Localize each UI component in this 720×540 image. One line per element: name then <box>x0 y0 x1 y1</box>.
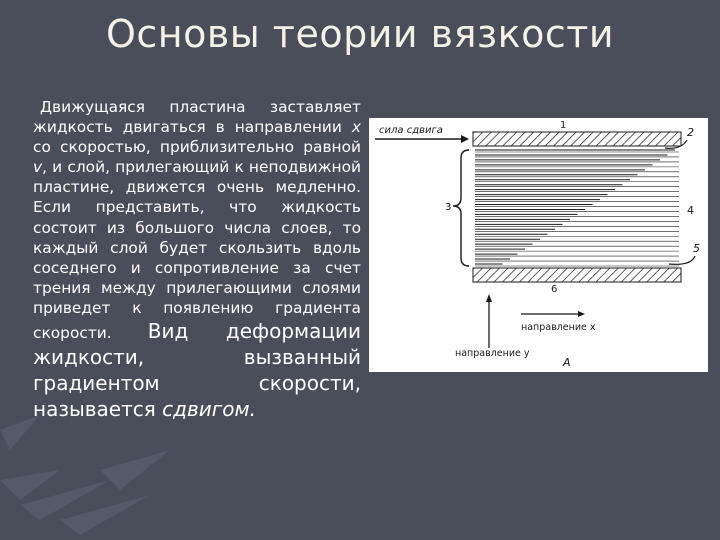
shear-diagram <box>369 118 708 372</box>
var-v: v <box>33 158 43 177</box>
direction-x-label: направление x <box>521 322 596 333</box>
fixed-plate <box>473 268 681 282</box>
figure-background <box>369 118 708 372</box>
label-1: 1 <box>560 120 567 131</box>
figure-caption: А <box>563 356 571 369</box>
var-x: x <box>351 118 361 137</box>
shear-force-label: сила сдвига <box>379 125 443 136</box>
paragraph-part-2: со скоростью, приблизительно равной <box>33 138 361 157</box>
label-5: 5 <box>693 242 700 255</box>
label-6: 6 <box>551 284 558 295</box>
label-4: 4 <box>687 204 694 217</box>
paragraph-part-1: Движущаяся пластина заставляет жидкость двигаться в направлении <box>33 98 361 137</box>
paragraph-part-4: Вид деформации жидкости, вызванный градиентом скорости, называется <box>33 319 361 422</box>
label-2: 2 <box>687 126 694 139</box>
direction-y-label: направление y <box>455 348 530 359</box>
moving-plate <box>473 132 681 146</box>
paragraph-part-3: , и слой, прилегающий к неподвижной пластине, движется очень медленно. Если представить, что жидкость состоит из большого числа слоев, то каждый слой будет скользить вдоль соседнего и сопротивление за счет трения между прилегающими слоями приведет к появлению градиента скорости. <box>33 158 361 343</box>
body-paragraph <box>33 97 361 422</box>
term-shear: сдвигом. <box>162 397 256 422</box>
slide-title: Основы теории вязкости <box>105 12 615 56</box>
label-3: 3 <box>445 202 452 213</box>
